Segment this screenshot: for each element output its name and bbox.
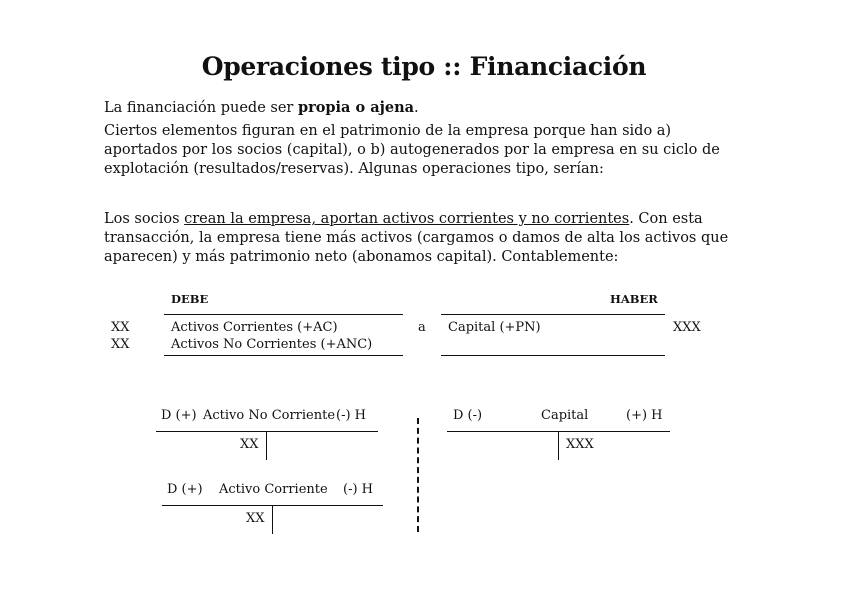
paragraph-2-prefix: Los socios xyxy=(104,211,185,227)
debit-account-2: Activos No Corrientes (+ANC) xyxy=(171,337,373,352)
paragraph-2-underlined: crean la empresa, aportan activos corrientes y no corrientes xyxy=(184,211,630,227)
t-anc-horizontal xyxy=(156,431,378,432)
t-ac-vertical xyxy=(272,505,273,534)
t-anc-right-label: (-) H xyxy=(336,408,367,423)
debe-top-line xyxy=(164,314,403,315)
t-ac-debit-value: XX xyxy=(246,511,265,526)
t-ac-left-label: D (+) xyxy=(167,482,203,497)
intro-prefix: La financiación puede ser xyxy=(104,100,298,116)
t-anc-debit-value: XX xyxy=(240,437,259,452)
intro-suffix: . xyxy=(414,100,419,116)
credit-account-1: Capital (+PN) xyxy=(448,320,541,335)
dashed-separator xyxy=(417,418,419,532)
t-capital-right-label: (+) H xyxy=(626,408,663,423)
t-capital-name: Capital xyxy=(541,408,589,423)
intro-paragraph xyxy=(104,98,744,118)
t-ac-name: Activo Corriente xyxy=(219,482,328,497)
t-anc-name: Activo No Corriente xyxy=(203,408,336,423)
t-capital-vertical xyxy=(558,431,559,460)
page-title: Operaciones tipo :: Financiación xyxy=(201,52,647,81)
credit-amount-1: XXX xyxy=(673,320,701,335)
debit-amount-2: XX xyxy=(111,337,130,352)
paragraph-2-suffix: . Con esta transacción, la empresa tiene más activos (cargamos o damos de alta los activos que aparecen) y más patrimonio neto (abonamos capital). Contablemente: xyxy=(104,211,729,265)
debe-bottom-line xyxy=(164,355,403,356)
haber-header: HABER xyxy=(610,292,658,306)
paragraph-2 xyxy=(104,210,744,267)
t-anc-left-label: D (+) xyxy=(161,408,197,423)
debit-amount-1: XX xyxy=(111,320,130,335)
haber-bottom-line xyxy=(441,355,665,356)
t-ac-right-label: (-) H xyxy=(343,482,374,497)
haber-top-line xyxy=(441,314,665,315)
t-capital-left-label: D (-) xyxy=(453,408,483,423)
intro-bold: propia o ajena xyxy=(297,99,415,116)
debe-header: DEBE xyxy=(171,292,209,306)
t-anc-vertical xyxy=(266,431,267,460)
paragraph-1: Ciertos elementos figuran en el patrimonio de la empresa porque han sido a) aportados por los socios (capital), o b) autogenerados por la empresa en su ciclo de explotación (resultados/reservas). Algunas operaciones tipo, serían: xyxy=(104,123,720,177)
journal-connector: a xyxy=(418,320,426,335)
debit-account-1: Activos Corrientes (+AC) xyxy=(171,320,338,335)
t-capital-credit-value: XXX xyxy=(566,437,594,452)
